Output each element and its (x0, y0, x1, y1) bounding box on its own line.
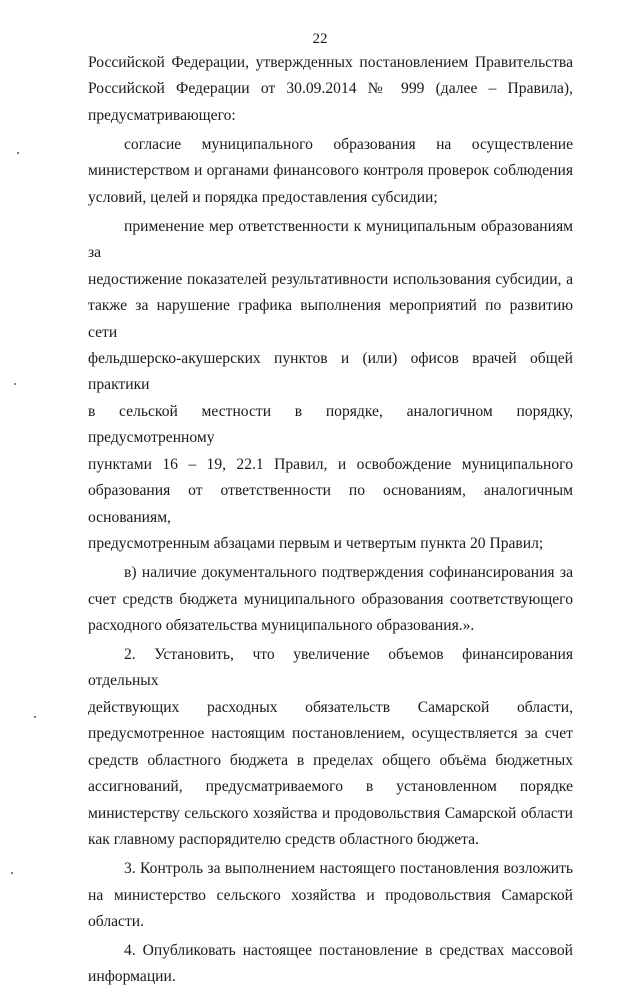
text-line: фельдшерско-акушерских пунктов и (или) офисов врачей общей практики (88, 349, 573, 394)
paragraph-continuation (88, 50, 573, 129)
document-body (88, 50, 573, 993)
text-line: ассигнований, предусматриваемого в установленном порядке (88, 778, 573, 796)
text-line: области. (88, 913, 145, 930)
text-line: министерству сельского хозяйства и продовольствия Самарской области (88, 804, 573, 822)
paragraph-section-4 (88, 938, 573, 991)
text-line: предусматривающего: (88, 106, 236, 124)
text-line: условий, целей и порядка предоставления субсидии; (88, 188, 438, 206)
scan-speck (34, 716, 36, 718)
text-line: также за нарушение графика выполнения мероприятий по развитию сети (88, 297, 573, 341)
text-line: предусмотренное настоящим постановлением, осуществляется за счет (88, 725, 573, 743)
text-line: в сельской местности в порядке, аналогичном порядку, предусмотренному (88, 402, 573, 447)
text-line: предусмотренным абзацами первым и четвертым пункта 20 Правил; (88, 535, 544, 553)
text-line: информации. (88, 968, 176, 986)
paragraph-section-2 (88, 642, 573, 854)
scan-speck (17, 152, 19, 154)
text-line: применение мер ответственности к муниципальным образованиям за (88, 217, 573, 262)
text-line: 2. Установить, что увеличение объемов финансирования отдельных (88, 645, 573, 690)
text-line: Российской Федерации от 30.09.2014 № 999 (далее – Правила), (88, 80, 573, 98)
text-line: в) наличие документального подтверждения софинансирования за (124, 564, 573, 582)
paragraph-liability (88, 214, 573, 558)
text-line: на министерство сельского хозяйства и продовольствия Самарской (88, 886, 573, 904)
text-line: расходного обязательства муниципального образования.». (88, 617, 475, 635)
text-line: Российской Федерации, утвержденных постановлением Правительства (88, 54, 573, 71)
text-line: 3. Контроль за выполнением настоящего постановления возложить (124, 860, 573, 878)
scan-speck (11, 872, 13, 874)
page-number: 22 (312, 31, 328, 47)
text-line: 4. Опубликовать настоящее постановление в средствах массовой (124, 941, 573, 959)
scan-speck (14, 383, 16, 385)
text-line: согласие муниципального образования на осуществление (124, 135, 573, 153)
text-line: недостижение показателей результативности использования субсидии, а (88, 270, 573, 288)
text-line: образования от ответственности по основаниям, аналогичным основаниям, (88, 482, 573, 526)
paragraph-item-v (88, 560, 573, 639)
text-line: счет средств бюджета муниципального образования соответствующего (88, 590, 573, 608)
text-line: средств областного бюджета в пределах общего объёма бюджетных (88, 751, 573, 769)
paragraph-section-3 (88, 856, 573, 935)
text-line: как главному распорядителю средств областного бюджета. (88, 831, 479, 849)
text-line: пунктами 16 – 19, 22.1 Правил, и освобождение муниципального (88, 455, 573, 473)
text-line: министерством и органами финансового контроля проверок соблюдения (88, 162, 573, 180)
text-line: действующих расходных обязательств Самарской области, (88, 698, 573, 716)
paragraph-consent (88, 132, 573, 211)
